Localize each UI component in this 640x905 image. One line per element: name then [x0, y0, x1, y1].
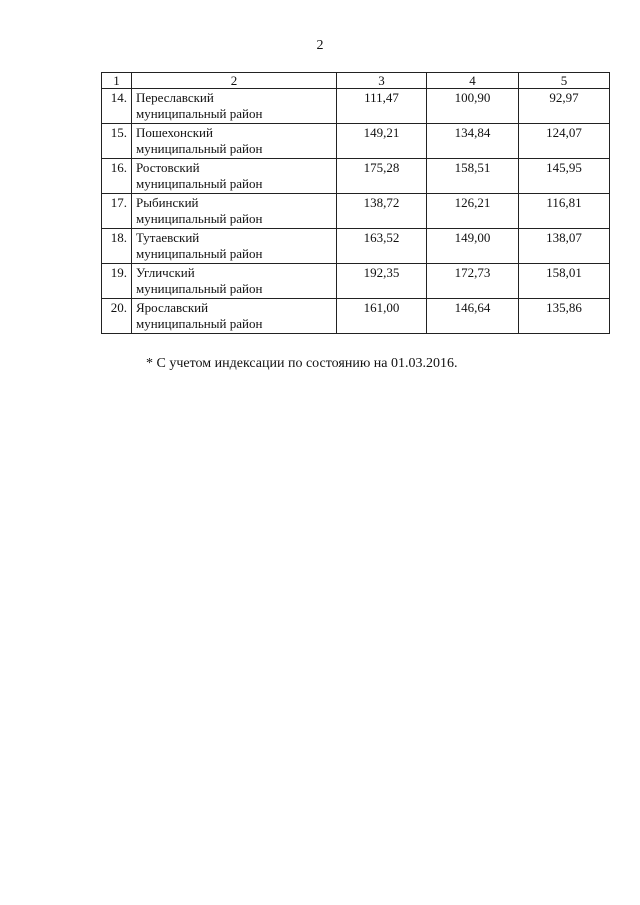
value-col4: 126,21	[427, 194, 519, 229]
column-header: 4	[427, 73, 519, 89]
table-row	[102, 299, 610, 334]
value-col4: 100,90	[427, 89, 519, 124]
district-name	[132, 229, 337, 264]
value-col5: 124,07	[519, 124, 610, 159]
value-col4: 158,51	[427, 159, 519, 194]
value-col3: 111,47	[337, 89, 427, 124]
table-row	[102, 124, 610, 159]
value-col4: 134,84	[427, 124, 519, 159]
value-col3: 149,21	[337, 124, 427, 159]
column-header: 2	[132, 73, 337, 89]
value-col3: 175,28	[337, 159, 427, 194]
value-col4: 146,64	[427, 299, 519, 334]
value-col5: 92,97	[519, 89, 610, 124]
table-row	[102, 194, 610, 229]
column-header: 1	[102, 73, 132, 89]
column-header: 5	[519, 73, 610, 89]
district-name-line1: Угличский	[136, 265, 195, 280]
value-col5: 158,01	[519, 264, 610, 299]
table-row	[102, 159, 610, 194]
district-name-line2: муниципальный район	[136, 176, 263, 191]
district-name-line2: муниципальный район	[136, 141, 263, 156]
district-name	[132, 159, 337, 194]
row-number: 17.	[102, 194, 132, 229]
table-row	[102, 264, 610, 299]
row-number: 14.	[102, 89, 132, 124]
district-name	[132, 264, 337, 299]
district-name-line2: муниципальный район	[136, 211, 263, 226]
district-name-line2: муниципальный район	[136, 281, 263, 296]
value-col4: 172,73	[427, 264, 519, 299]
district-name-line2: муниципальный район	[136, 246, 263, 261]
value-col5: 145,95	[519, 159, 610, 194]
value-col3: 138,72	[337, 194, 427, 229]
page-number: 2	[316, 38, 324, 53]
row-number: 15.	[102, 124, 132, 159]
value-col3: 192,35	[337, 264, 427, 299]
table-header-row	[102, 73, 610, 89]
row-number: 16.	[102, 159, 132, 194]
row-number: 19.	[102, 264, 132, 299]
footnote: * С учетом индексации по состоянию на 01.03.2016.	[146, 356, 458, 371]
district-name	[132, 299, 337, 334]
district-name-line1: Пошехонский	[136, 125, 213, 140]
district-name	[132, 124, 337, 159]
table-row	[102, 229, 610, 264]
district-name-line1: Ростовский	[136, 160, 200, 175]
row-number: 18.	[102, 229, 132, 264]
data-table	[101, 72, 610, 334]
district-name-line1: Ярославский	[136, 300, 209, 315]
value-col5: 138,07	[519, 229, 610, 264]
value-col3: 163,52	[337, 229, 427, 264]
column-header: 3	[337, 73, 427, 89]
value-col3: 161,00	[337, 299, 427, 334]
value-col5: 135,86	[519, 299, 610, 334]
district-name-line2: муниципальный район	[136, 106, 263, 121]
value-col4: 149,00	[427, 229, 519, 264]
row-number: 20.	[102, 299, 132, 334]
district-name-line1: Тутаевский	[136, 230, 200, 245]
district-name	[132, 89, 337, 124]
district-name	[132, 194, 337, 229]
district-name-line1: Переславский	[136, 90, 214, 105]
value-col5: 116,81	[519, 194, 610, 229]
district-name-line2: муниципальный район	[136, 316, 263, 331]
district-name-line1: Рыбинский	[136, 195, 199, 210]
table-row	[102, 89, 610, 124]
